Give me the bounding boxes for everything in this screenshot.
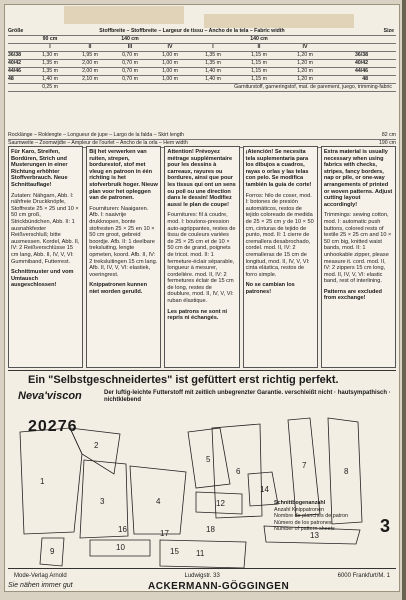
tape-strip (204, 14, 354, 28)
piece-label: 11 (196, 549, 205, 558)
yardage-table (8, 28, 396, 92)
table-cell: 36/38 (8, 52, 21, 58)
ad-text: Der luftig-leichte Futterstoff mit zeitlich unbegrenzter Garantie. verschleißt nicht · hautsympathisch · nichtklebend (104, 390, 391, 403)
table-cell: 1,40 m (42, 76, 58, 82)
table-cell: 36/38 (355, 52, 368, 58)
piece-label: 18 (206, 525, 215, 534)
ad-brand: Neva'viscon (18, 390, 82, 402)
table-cell: 1,35 m (205, 60, 221, 66)
piece-label: 2 (94, 441, 99, 450)
pattern-envelope-back (4, 4, 400, 592)
piece-label: 5 (206, 455, 211, 464)
table-cell: 1,95 m (82, 52, 98, 58)
table-cell: 40/42 (355, 60, 368, 66)
piece-label: 3 (100, 497, 105, 506)
table-cell: 0,70 m (122, 76, 138, 82)
note-line: Rocklänge – Roklengte – Longueur de jupe – Largo de la falda – Skirt length 82 cm (8, 132, 396, 138)
table-cell: 1,15 m (251, 52, 267, 58)
column-german: Für Karo, Streifen, Bordüren, Strich und Musterungen in einer Richtung erhöhter Stoffverbrauch. Neue Schnittauflage! Zutaten: Nähgarn, Abb. I: nähfreie Druckknöpfe, Stoffreste 25 × 25 und 10 × 50 cm groß, Strickbündchen, Abb. II: 1 ausnahkfester Reißverschluß; bitte ausmessen. Kordel, Abb. II, IV: 2 Reißverschlüsse 15 cm lang, Abb. II, IV, V, VI: Gummiband, Futterrest. Schnittmuster und vom Umtausch ausgeschlossen! (8, 146, 83, 368)
column-dutch: Bij het verwerken van ruiten, strepen, bordurestof, stof met vleug en patroon in één richting is het stofverbruik hoger. Nieuw plan voor het opleggen van de patronen. Fournituren: Naaigaren. Afb. I: naaivrije drukknopen, bonte stofresten 25 × 25 en 10 × 50 cm groot, gebreid boordje. Afb. II: 1 deelbare treksluiting, lengte opmeten, koord. Afb. II, IV: 2 treksluitingen 15 cm lang. Afb. II, IV, V, VI: elastiek, voeringrest. Knippatronen kunnen niet worden geruild. (86, 146, 161, 368)
table-width-row: 90 cm 140 cm 140 cm (8, 36, 396, 44)
tape-strip (64, 6, 184, 24)
table-roman-row: I II III IV I II IV (8, 44, 396, 52)
piece-label: 9 (50, 547, 55, 556)
table-cell: 0,70 m (122, 60, 138, 66)
table-row (8, 68, 396, 76)
table-cell: 1,00 m (162, 76, 178, 82)
column-english: Extra material is usually necessary when using fabrics with checks, stripes, fancy borders, nap or pile, or one-way arrangements of printed or woven patterns. Adjust cutting layout accordingly! Trimmings: sewing cotton, mod. I: automatic push buttons, colored rests of textile 25 × 25 cm and 10 × 50 cm big, knitted waist bands, mod. II: 1 unhookable zipper, please measure it. cord. mod. II, IV: 2 zippers 15 cm long, mod. II, IV, V, VI: elastic band, rest of interlining. Patterns are excluded from exchange! (321, 146, 396, 368)
table-cell: 1,00 m (162, 52, 178, 58)
column-french: Attention! Prévoyez métrage supplémentaire pour les dessins à carreaux, rayures ou bordures, ainsi que pour les tissus qui ont un sens ou poil ou une direction dans le dessin! Modifiez aussi le plan de coupe! Fournitures: fil à coudre, mod. I: boutons-pression auto-agrippantes, restes de tissu de couleurs variées de 25 × 25 cm et de 10 × 50 cm de grand, poignets de tricot. mod. II: 1 fermeture-éclair séparable, longueur à mesurer, cordelière. mod. II, IV: 2 fermetures éclair de 15 cm de long, restes de doublure, mod. II, IV, V, VI: ruban élastique. Les patrons ne sont ni repris ni échangés. (164, 146, 239, 368)
table-cell: 1,00 m (162, 68, 178, 74)
piece-label: 4 (156, 497, 161, 506)
table-cell: 1,35 m (205, 52, 221, 58)
table-cell: 1,30 m (42, 52, 58, 58)
table-cell: 44/46 (355, 68, 368, 74)
table-row (8, 60, 396, 68)
table-header-row: Größe Stoffbreite – Stoffbreite – Largeur de tissu – Ancho de la tela – Fabric width Size (8, 28, 394, 34)
piece-label: 1 (40, 477, 45, 486)
table-cell: 40/42 (8, 60, 21, 66)
note-line: Saumweite – Zoomwijdte – Ampleur de l'ourlet – Ancho de la orla – Hem width 190 cm (8, 140, 396, 146)
table-cell: 1,00 m (162, 60, 178, 66)
sheet-count-legend: Schnittbogenanzahl Anzahl Knippatronen Nombre de planches de patron Número de los patrones Number of pattern sheets (274, 500, 349, 533)
column-spanish: ¡Atención! Se necesita tela suplementaria para los dibujos a cuadros, rayas o orlas y las telas con pelo. Se modifica también la guía de corte! Forros: hilo de coser, mod. I: botones de presión automáticos, restos de tejido coloreado de medida de 25 × 25 cm y de 10 × 50 cm, cinturas de tejido de punto, mod. II: 1 cierre de cremallera desabrochado, cordel. mod. II, IV: 2 cremalleras de 15 cm de longitud, mod. II, IV, V, VI: cinta elástica, restos de forro simple. No se cambian los patrones! (243, 146, 318, 368)
ad-headline: Ein "Selbstgeschneidertes" ist gefüttert erst richtig perfekt. (28, 374, 339, 386)
pattern-number: 20276 (28, 418, 78, 435)
table-cell: 44/46 (8, 68, 21, 74)
brand-footer: Sie nähen immer gut ACKERMANN-GÖGGINGEN (8, 581, 290, 592)
table-row (8, 76, 396, 84)
piece-label: 7 (302, 461, 307, 470)
table-cell: 2,10 m (82, 76, 98, 82)
table-cell: 1,20 m (297, 60, 313, 66)
brand-name: ACKERMANN-GÖGGINGEN (148, 581, 290, 592)
table-cell: 0,70 m (122, 68, 138, 74)
table-cell: 1,35 m (42, 68, 58, 74)
piece-label: 15 (170, 547, 179, 556)
table-cell: 2,00 m (82, 68, 98, 74)
table-cell: 1,20 m (297, 76, 313, 82)
table-cell: 48 (8, 76, 14, 82)
table-cell: 1,15 m (251, 76, 267, 82)
table-cell: 1,15 m (251, 60, 267, 66)
lining-advertisement (8, 370, 396, 415)
piece-label: 14 (260, 485, 269, 494)
table-cell: 1,40 m (205, 76, 221, 82)
sheet-count: 3 (380, 516, 391, 536)
table-cell: 1,15 m (251, 68, 267, 74)
piece-label: 17 (160, 529, 169, 538)
piece-label: 6 (236, 467, 241, 476)
publisher-footer: Mode-Verlag Arnold Ludwigstr. 33 6000 Frankfurt/M. 1 (8, 568, 396, 582)
piece-label: 10 (116, 543, 125, 552)
instruction-columns (8, 146, 396, 368)
piece-shape (70, 428, 120, 474)
piece-label: 13 (310, 531, 319, 540)
piece-label: 8 (344, 467, 349, 476)
table-cell: 1,40 m (205, 68, 221, 74)
table-cell: 1,20 m (297, 68, 313, 74)
table-cell: 1,35 m (42, 60, 58, 66)
table-extra-row: 0,25 m Garniturstoff, garneringstof, mat. de parement, juego, trimming-fabric (8, 84, 396, 92)
piece-label: 12 (216, 499, 225, 508)
table-cell: 2,00 m (82, 60, 98, 66)
table-cell: 48 (362, 76, 368, 82)
pattern-pieces-diagram (10, 414, 394, 574)
table-cell: 1,20 m (297, 52, 313, 58)
piece-label: 16 (118, 525, 127, 534)
table-row (8, 52, 396, 60)
piece-shape (20, 428, 82, 534)
envelope-edge (402, 0, 406, 600)
table-cell: 0,70 m (122, 52, 138, 58)
